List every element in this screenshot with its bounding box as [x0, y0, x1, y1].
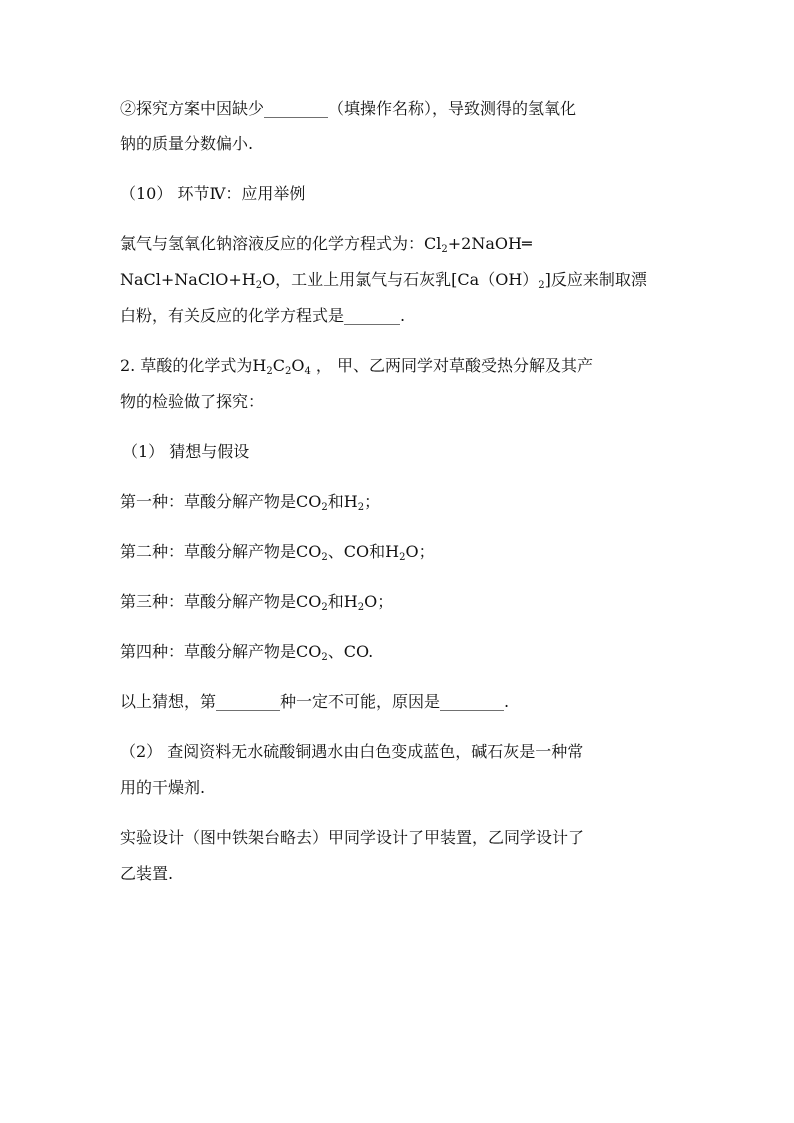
subscript: 2 — [399, 552, 406, 563]
text-span: 、CO. — [327, 642, 374, 661]
text-span: 2. 草酸的化学式为H — [120, 356, 267, 375]
text-span: C — [272, 356, 285, 375]
subscript: 2 — [357, 602, 365, 613]
hypothesis-2 — [120, 540, 435, 564]
text-span: ]反应来制取漂 — [544, 270, 647, 289]
text-span: 和H — [327, 492, 358, 511]
question-2-line — [120, 354, 593, 378]
text-span: 白粉，有关反应的化学方程式是_______. — [120, 306, 406, 325]
subscript: 2 — [357, 502, 365, 513]
subscript: 2 — [255, 280, 263, 291]
text-span: 和H — [327, 592, 358, 611]
hypothesis-3 — [120, 590, 393, 614]
text-span: 用的干燥剂. — [120, 778, 206, 797]
text-span: ； — [364, 492, 381, 511]
text-span: 第三种：草酸分解产物是CO — [120, 592, 322, 611]
text-line — [120, 390, 264, 414]
text-line — [120, 132, 253, 156]
text-line — [120, 304, 405, 328]
text-span: 第二种：草酸分解产物是CO — [120, 542, 322, 561]
sub-heading — [120, 740, 583, 764]
text-line — [120, 862, 173, 886]
equation-line — [120, 268, 647, 292]
text-span: 物的检验做了探究： — [120, 392, 265, 411]
subscript: 2 — [266, 366, 273, 377]
text-span: NaCl+NaClO+H — [120, 270, 256, 289]
sub-heading-text: （1） 猜想与假设 — [122, 442, 250, 461]
text-span: （2） 查阅资料无水硫酸铜遇水由白色变成蓝色，碱石灰是一种常 — [120, 742, 584, 761]
subscript: 2 — [321, 502, 328, 513]
text-span: 以上猜想，第________种一定不可能，原因是________. — [120, 692, 510, 711]
text-line — [120, 776, 205, 800]
text-span: O； — [364, 592, 394, 611]
text-span: 乙装置. — [120, 864, 174, 883]
subscript: 2 — [538, 280, 545, 291]
equation-line — [120, 232, 532, 256]
subscript: 2 — [284, 366, 292, 377]
text-span: O，工业上用氯气与石灰乳[Ca（OH） — [262, 270, 539, 289]
subscript: 2 — [321, 602, 328, 613]
text-span: 、CO和H — [327, 542, 400, 561]
text-span: 第一种：草酸分解产物是CO — [120, 492, 322, 511]
section-heading — [120, 182, 305, 206]
hypothesis-4 — [120, 640, 373, 664]
text-span: 第四种：草酸分解产物是CO — [120, 642, 322, 661]
text-span: O； — [405, 542, 435, 561]
subscript: 2 — [441, 244, 448, 255]
text-line — [120, 826, 584, 850]
hypothesis-1 — [120, 490, 380, 514]
subscript: 4 — [304, 366, 311, 377]
text-span: O — [291, 356, 305, 375]
text-line — [120, 97, 576, 121]
text-span: 氯气与氢氧化钠溶液反应的化学方程式为：Cl — [120, 234, 442, 253]
text-span: 实验设计（图中铁架台略去）甲同学设计了甲装置，乙同学设计了 — [120, 828, 585, 847]
text-line — [120, 690, 509, 714]
section-heading-text: （10） 环节Ⅳ：应用举例 — [120, 184, 306, 203]
subscript: 2 — [321, 652, 328, 663]
text-span: +2NaOH═ — [447, 234, 532, 253]
text-span: ， 甲、乙两同学对草酸受热分解及其产 — [310, 356, 593, 375]
question-part-2-text: ②探究方案中因缺少________（填操作名称），导致测得的氢氧化 — [120, 99, 577, 118]
text-span: 钠的质量分数偏小. — [120, 134, 254, 153]
subscript: 2 — [321, 552, 328, 563]
sub-heading — [122, 440, 249, 464]
